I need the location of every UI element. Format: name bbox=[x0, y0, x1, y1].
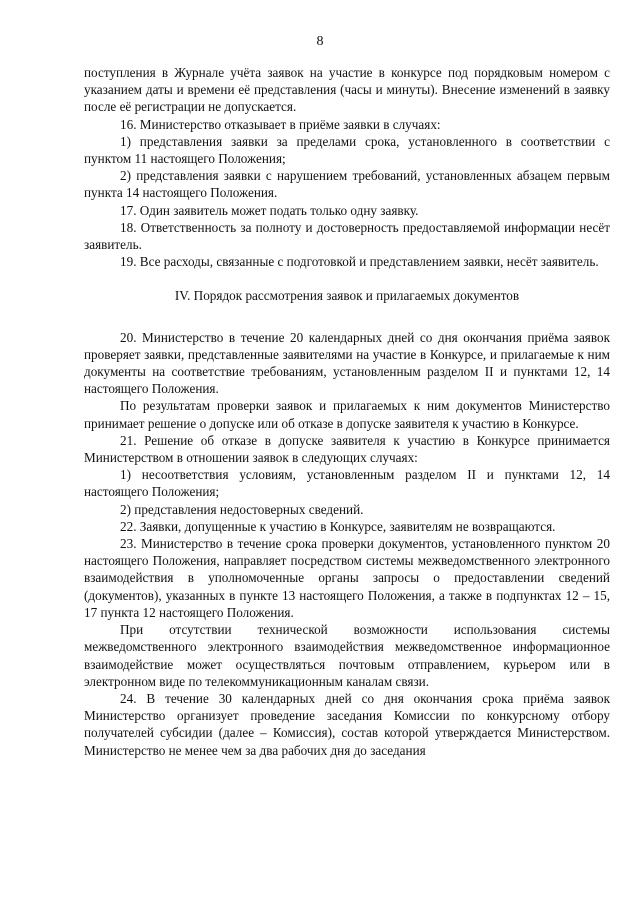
paragraph-22: 22. Заявки, допущенные к участию в Конкурсе, заявителям не возвращаются. bbox=[120, 518, 556, 534]
paragraph-23-commission: 24. В течение 30 календарных дней со дня окончания срока приёма заявок Министерство организует проведение заседания Комиссии по конкурсному отбору получателей субсидии (далее – Комиссия), состав которой утверждается Министерством. Министерство не менее чем за два рабочих дня до заседания bbox=[84, 690, 611, 758]
paragraph-16: 16. Министерство отказывает в приёме заявки в случаях: bbox=[120, 116, 441, 132]
section-heading: IV. Порядок рассмотрения заявок и прилагаемых документов bbox=[174, 288, 520, 304]
paragraph-20-results: По результатам проверки заявок и прилагаемых к ним документов Министерство принимает решение о допуске или об отказе в допуске заявителя к участию в Конкурсе. bbox=[84, 398, 610, 431]
document-body bbox=[84, 64, 610, 759]
paragraph-23: 23. Министерство в течение срока проверки документов, установленного пунктом 20 настоящего Положения, направляет посредством системы межведомственного электронного взаимодействия в уполномоченные органы запросы о предоставлении сведений (документов), указанных в пункте 13 настоящего Положения, а также в подпунктах 12 – 15, 17 пункта 12 настоящего Положения. bbox=[84, 536, 610, 620]
page-number: 8 bbox=[316, 34, 324, 49]
paragraph-18: 18. Ответственность за полноту и достоверность предоставляемой информации несёт заявитель. bbox=[84, 219, 610, 253]
paragraph-16-item-1: 1) представления заявки за пределами срока, установленного в соответствии с пунктом 11 настоящего Положения; bbox=[84, 133, 610, 167]
paragraph-19: 19. Все расходы, связанные с подготовкой и представлением заявки, несёт заявитель. bbox=[120, 254, 599, 270]
paragraph-21-item-2: 2) представления недостоверных сведений. bbox=[120, 501, 364, 517]
paragraph-24-number: 24. bbox=[120, 690, 147, 706]
paragraph-20: 20. Министерство в течение 20 календарных дней со дня окончания приёма заявок проверяет заявки, представленные заявителями на участие в Конкурсе, и прилагаемые к ним документы на соответствие требованиям, установленным разделом II и пунктами 12, 14 настоящего Положения. bbox=[84, 329, 610, 397]
paragraph-21-item-1: 1) несоответствия условиям, установленным разделом II и пунктами 12, 14 настоящего Положения; bbox=[84, 467, 610, 500]
paragraph-continuation: поступления в Журнале учёта заявок на участие в конкурсе под порядковым номером с указанием даты и времени её представления (часы и минуты). Внесение изменений в заявку после её регистрации не допускается. bbox=[84, 65, 610, 115]
paragraph-16-item-2: 2) представления заявки с нарушением требований, установленных абзацем первым пункта 14 настоящего Положения. bbox=[84, 168, 610, 201]
paragraph-17: 17. Один заявитель может подать только одну заявку. bbox=[120, 202, 419, 218]
paragraph-21: 21. Решение об отказе в допуске заявителя к участию в Конкурсе принимается Министерством в отношении заявок в следующих случаях: bbox=[84, 432, 610, 466]
paragraph-23-alternative: При отсутствии технической возможности использования системы межведомственного электронного взаимодействия межведомственное информационное взаимодействие может осуществляться почтовым отправлением, курьером или в электронном виде по телекоммуникационным каналам связи. bbox=[84, 622, 610, 689]
